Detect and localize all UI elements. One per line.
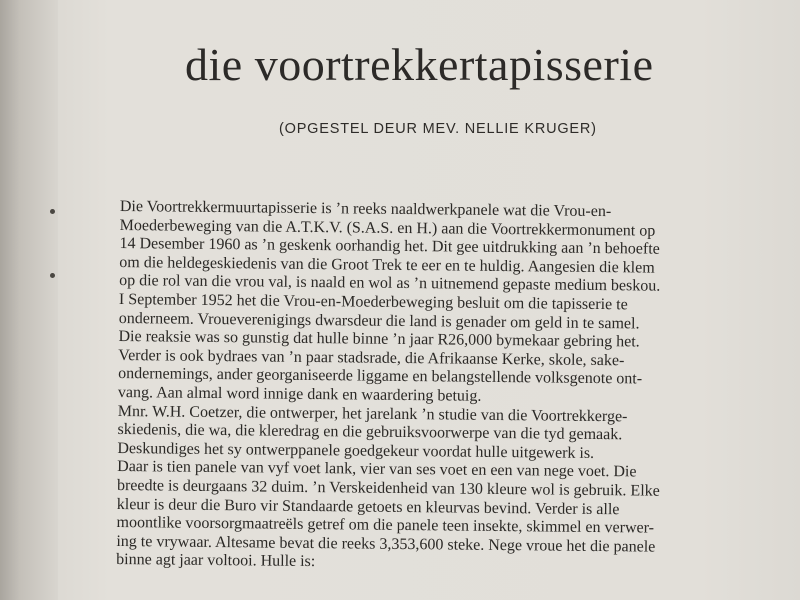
text-line: Mnr. W.H. Coetzer, die ontwerper, het jarelank ’n studie van die Voortrekkerge- — [117, 402, 628, 425]
text-line: kleur is deur die Buro vir Standaarde getoets en kleurvas bevind. Verder is alle — [116, 495, 620, 518]
text-line: Moederbeweging van die A.T.K.V. (S.A.S. en H.) aan die Voortrekkermonument op — [119, 216, 656, 240]
text-line: moontlike voorsorgmaatreëls getref om die panele teen insekte, skimmel en verwer- — [116, 514, 655, 537]
text-line: breedte is deurgaans 32 duim. ’n Verskeidenheid van 130 kleure wol is gebruik. Elke — [116, 476, 660, 500]
page-subtitle: (OPGESTEL DEUR MEV. NELLIE KRUGER) — [279, 121, 597, 137]
text-line: skiedenis, die wa, die kleredrag en die gebruiksvoorwerpe van die tyd gemaak. — [117, 421, 623, 444]
page-title: die voortrekkertapisserie — [185, 39, 654, 90]
text-line: Deskundiges het sy ontwerppanele goedgekeur voordat hulle uitgewerk is. — [117, 439, 595, 462]
text-line: binne agt jaar voltooi. Hulle is: — [116, 551, 316, 571]
text-line: Daar is tien panele van vyf voet lank, vier van ses voet en een van nege voet. Die — [117, 458, 637, 481]
text-line: onderneem. Vroueverenigings dwarsdeur die land is genader om geld in te samel. — [118, 309, 640, 333]
text-line: om die heldegeskiedenis van die Groot Trek te eer en te huldig. Aangesien die klem — [119, 253, 655, 277]
book-gutter — [0, 0, 58, 600]
text-line: Die reaksie was so gunstig dat hulle binne ’n jaar R26,000 bymekaar gebring het. — [118, 328, 640, 351]
text-line: Verder is ook bydraes van ’n paar stadsrade, die Afrikaanse Kerke, skole, sake- — [118, 346, 625, 370]
staple-dot — [50, 273, 55, 278]
text-line: ondernemings, ander georganiseerde liggame en belangstellende volksgenote ont- — [118, 365, 643, 388]
text-line: 14 Desember 1960 as ’n geskenk oorhandig het. Dit gee uitdrukking aan ’n behoefte — [119, 235, 660, 258]
text-line: vang. Aan almal word innige dank en waardering betuig. — [117, 383, 482, 405]
text-line: I September 1952 het die Vrou-en-Moederbeweging besluit om die tapisserie te — [118, 290, 628, 314]
text-line: ing te vrywaar. Altesame bevat die reeks 3,353,600 steke. Nege vroue het die panele — [116, 532, 656, 556]
text-line: op die rol van die vrou val, is naald en wol as ’n uitnemend gepaste medium beskou. — [119, 272, 661, 296]
staple-dot — [50, 209, 55, 214]
body-text — [116, 198, 775, 577]
text-line: Die Voortrekkermuurtapisserie is ’n reeks naaldwerkpanele wat die Vrou-en- — [119, 198, 612, 221]
